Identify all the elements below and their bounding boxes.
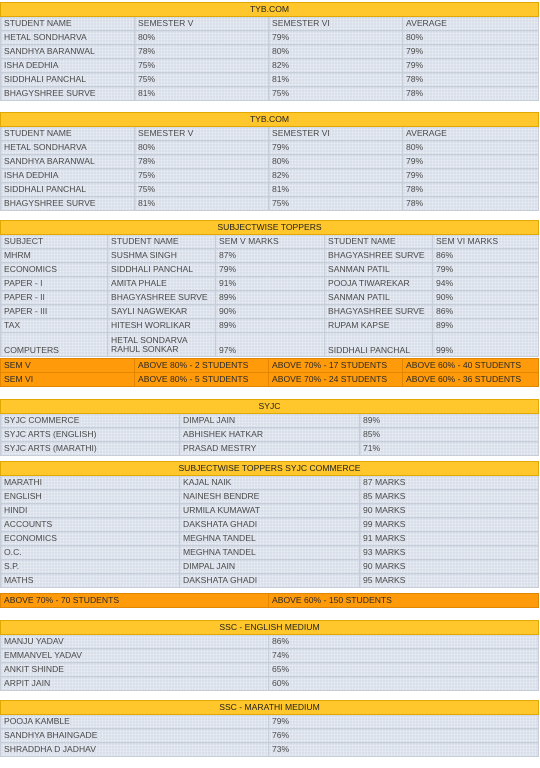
sem6-score: 80% bbox=[269, 155, 403, 169]
sem5-score: 81% bbox=[135, 197, 269, 211]
sem6-score: 75% bbox=[269, 197, 403, 211]
sem6-marks: 89% bbox=[433, 319, 539, 333]
subject: MATHS bbox=[1, 574, 180, 588]
sem6-score: 79% bbox=[269, 31, 403, 45]
summary-above-80: ABOVE 80% - 5 STUDENTS bbox=[135, 373, 269, 387]
table-row bbox=[1, 476, 539, 490]
subject: ACCOUNTS bbox=[1, 518, 180, 532]
table-row bbox=[1, 414, 539, 428]
table-row bbox=[1, 663, 539, 677]
score: 89% bbox=[360, 414, 539, 428]
average-score: 79% bbox=[403, 59, 539, 73]
subjectwise-toppers-table bbox=[0, 220, 539, 357]
student-name: SANDHYA BARANWAL bbox=[1, 155, 135, 169]
sem5-student: HETAL SONDARVA RAHUL SONKAR bbox=[108, 333, 216, 357]
average-score: 79% bbox=[403, 45, 539, 59]
sem5-score: 75% bbox=[135, 73, 269, 87]
student-name: DAKSHATA GHADI bbox=[180, 518, 360, 532]
sem6-student: SANMAN PATIL bbox=[325, 291, 433, 305]
student-name: HETAL SONDHARVA bbox=[1, 31, 135, 45]
student-name: ANKIT SHINDE bbox=[1, 663, 269, 677]
sem6-score: 82% bbox=[269, 59, 403, 73]
student-name: POOJA KAMBLE bbox=[1, 715, 269, 729]
sem6-student: RUPAM KAPSE bbox=[325, 319, 433, 333]
syjc-table bbox=[0, 399, 539, 456]
subject: HINDI bbox=[1, 504, 180, 518]
student-name: DAKSHATA GHADI bbox=[180, 574, 360, 588]
sem5-student: AMITA PHALE bbox=[108, 277, 216, 291]
average-score: 80% bbox=[403, 31, 539, 45]
sem-summary-table bbox=[0, 358, 539, 387]
table-title: SUBJECTWISE TOPPERS SYJC COMMERCE bbox=[1, 462, 539, 476]
table-row bbox=[1, 333, 539, 357]
student-name: SIDDHALI PANCHAL bbox=[1, 183, 135, 197]
table-row bbox=[1, 532, 539, 546]
summary-sem: SEM VI bbox=[1, 373, 135, 387]
sem6-score: 81% bbox=[269, 73, 403, 87]
column-header: STUDENT NAME bbox=[325, 235, 433, 249]
table-title: SYJC bbox=[1, 400, 539, 414]
column-header: AVERAGE bbox=[403, 127, 539, 141]
sem6-marks: 90% bbox=[433, 291, 539, 305]
table-row bbox=[1, 428, 539, 442]
subject: ECONOMICS bbox=[1, 263, 108, 277]
summary-above-80: ABOVE 80% - 2 STUDENTS bbox=[135, 359, 269, 373]
subject: COMPUTERS bbox=[1, 333, 108, 357]
average-score: 79% bbox=[403, 169, 539, 183]
student-name: BHAGYSHREE SURVE bbox=[1, 87, 135, 101]
score: 73% bbox=[269, 743, 539, 757]
column-header: SEM V MARKS bbox=[216, 235, 325, 249]
marks: 99 MARKS bbox=[360, 518, 539, 532]
sem6-marks: 86% bbox=[433, 305, 539, 319]
table-row bbox=[1, 87, 539, 101]
stream: SYJC ARTS (ENGLISH) bbox=[1, 428, 180, 442]
student-name: SHRADDHA D JADHAV bbox=[1, 743, 269, 757]
sem6-score: 80% bbox=[269, 45, 403, 59]
table-row bbox=[1, 504, 539, 518]
sem5-score: 75% bbox=[135, 169, 269, 183]
subject: PAPER - I bbox=[1, 277, 108, 291]
subject: MARATHI bbox=[1, 476, 180, 490]
table-row bbox=[1, 305, 539, 319]
table-row bbox=[1, 197, 539, 211]
ssc-english-table bbox=[0, 620, 539, 691]
table-row bbox=[1, 677, 539, 691]
student-name: DIMPAL JAIN bbox=[180, 560, 360, 574]
summary-sem: SEM V bbox=[1, 359, 135, 373]
table-row bbox=[1, 574, 539, 588]
sem5-score: 78% bbox=[135, 45, 269, 59]
sem5-student: BHAGYASHREE SURVE bbox=[108, 291, 216, 305]
student-name: EMMANVEL YADAV bbox=[1, 649, 269, 663]
marks: 85 MARKS bbox=[360, 490, 539, 504]
student-name: KAJAL NAIK bbox=[180, 476, 360, 490]
student-name: SIDDHALI PANCHAL bbox=[1, 73, 135, 87]
marks: 95 MARKS bbox=[360, 574, 539, 588]
student-name: URMILA KUMAWAT bbox=[180, 504, 360, 518]
score: 85% bbox=[360, 428, 539, 442]
table-row bbox=[1, 291, 539, 305]
table-title: SSC - MARATHI MEDIUM bbox=[1, 701, 539, 715]
summary-row bbox=[1, 373, 539, 387]
table-title: TYB.COM bbox=[1, 113, 539, 127]
column-header: SEM VI MARKS bbox=[433, 235, 539, 249]
summary-above-60: ABOVE 60% - 40 STUDENTS bbox=[403, 359, 539, 373]
table-title: SUBJECTWISE TOPPERS bbox=[1, 221, 539, 235]
sem5-marks: 79% bbox=[216, 263, 325, 277]
sem6-marks: 79% bbox=[433, 263, 539, 277]
student-name: MEGHNA TANDEL bbox=[180, 546, 360, 560]
sem5-student: SAYLI NAGWEKAR bbox=[108, 305, 216, 319]
sem5-score: 75% bbox=[135, 183, 269, 197]
average-score: 78% bbox=[403, 183, 539, 197]
subject: TAX bbox=[1, 319, 108, 333]
score: 86% bbox=[269, 635, 539, 649]
tyb-table-2 bbox=[0, 112, 539, 211]
summary-above-60: ABOVE 60% - 150 STUDENTS bbox=[269, 594, 539, 608]
sem5-student: SUSHMA SINGH bbox=[108, 249, 216, 263]
table-row bbox=[1, 263, 539, 277]
average-score: 78% bbox=[403, 73, 539, 87]
student-name: ARPIT JAIN bbox=[1, 677, 269, 691]
subject: PAPER - III bbox=[1, 305, 108, 319]
column-header: SUBJECT bbox=[1, 235, 108, 249]
sem5-score: 80% bbox=[135, 141, 269, 155]
average-score: 78% bbox=[403, 197, 539, 211]
sem6-score: 75% bbox=[269, 87, 403, 101]
column-header: SEMESTER V bbox=[135, 127, 269, 141]
student-name: HETAL SONDHARVA bbox=[1, 141, 135, 155]
sem5-marks: 89% bbox=[216, 291, 325, 305]
student-name: SANDHYA BHAINGADE bbox=[1, 729, 269, 743]
summary-row bbox=[1, 594, 539, 608]
student-name: ISHA DEDHIA bbox=[1, 59, 135, 73]
score: 71% bbox=[360, 442, 539, 456]
marks: 93 MARKS bbox=[360, 546, 539, 560]
table-title: TYB.COM bbox=[1, 3, 539, 17]
sem6-score: 79% bbox=[269, 141, 403, 155]
sem5-score: 81% bbox=[135, 87, 269, 101]
score: 74% bbox=[269, 649, 539, 663]
table-row bbox=[1, 249, 539, 263]
marks: 90 MARKS bbox=[360, 560, 539, 574]
student-name: DIMPAL JAIN bbox=[180, 414, 360, 428]
table-row bbox=[1, 518, 539, 532]
sem5-marks: 97% bbox=[216, 333, 325, 357]
table-row bbox=[1, 743, 539, 757]
student-name: ABHISHEK HATKAR bbox=[180, 428, 360, 442]
sem6-student: SIDDHALI PANCHAL bbox=[325, 333, 433, 357]
score: 76% bbox=[269, 729, 539, 743]
table-row bbox=[1, 45, 539, 59]
tyb-table-1 bbox=[0, 2, 539, 101]
syjc-commerce-toppers-table bbox=[0, 461, 539, 588]
subject: O.C. bbox=[1, 546, 180, 560]
average-score: 80% bbox=[403, 141, 539, 155]
sem6-student: SANMAN PATIL bbox=[325, 263, 433, 277]
student-name: PRASAD MESTRY bbox=[180, 442, 360, 456]
sem6-student: BHAGYASHREE SURVE bbox=[325, 305, 433, 319]
marks: 90 MARKS bbox=[360, 504, 539, 518]
score: 60% bbox=[269, 677, 539, 691]
student-name: ISHA DEDHIA bbox=[1, 169, 135, 183]
summary-above-70: ABOVE 70% - 24 STUDENTS bbox=[269, 373, 403, 387]
table-row bbox=[1, 73, 539, 87]
sem5-marks: 90% bbox=[216, 305, 325, 319]
table-row bbox=[1, 560, 539, 574]
sem6-student: POOJA TIWAREKAR bbox=[325, 277, 433, 291]
column-header: AVERAGE bbox=[403, 17, 539, 31]
subject: MHRM bbox=[1, 249, 108, 263]
sem5-marks: 91% bbox=[216, 277, 325, 291]
sem5-student: HITESH WORLIKAR bbox=[108, 319, 216, 333]
subject: S.P. bbox=[1, 560, 180, 574]
sem6-score: 82% bbox=[269, 169, 403, 183]
table-row bbox=[1, 649, 539, 663]
student-name: BHAGYSHREE SURVE bbox=[1, 197, 135, 211]
sem5-score: 80% bbox=[135, 31, 269, 45]
score: 79% bbox=[269, 715, 539, 729]
stream: SYJC ARTS (MARATHI) bbox=[1, 442, 180, 456]
table-row bbox=[1, 59, 539, 73]
student-name: SANDHYA BARANWAL bbox=[1, 45, 135, 59]
table-row bbox=[1, 546, 539, 560]
summary-row bbox=[1, 359, 539, 373]
summary-above-60: ABOVE 60% - 36 STUDENTS bbox=[403, 373, 539, 387]
sem5-marks: 89% bbox=[216, 319, 325, 333]
column-header: STUDENT NAME bbox=[108, 235, 216, 249]
table-row bbox=[1, 319, 539, 333]
subject: PAPER - II bbox=[1, 291, 108, 305]
table-row bbox=[1, 715, 539, 729]
ssc-marathi-table bbox=[0, 700, 539, 757]
table-row bbox=[1, 635, 539, 649]
summary-above-70: ABOVE 70% - 70 STUDENTS bbox=[1, 594, 269, 608]
average-score: 79% bbox=[403, 155, 539, 169]
stream: SYJC COMMERCE bbox=[1, 414, 180, 428]
marks: 87 MARKS bbox=[360, 476, 539, 490]
sem6-marks: 99% bbox=[433, 333, 539, 357]
table-row bbox=[1, 155, 539, 169]
sem5-score: 75% bbox=[135, 59, 269, 73]
syjc-summary-table bbox=[0, 593, 539, 608]
sem6-student: BHAGYASHREE SURVE bbox=[325, 249, 433, 263]
sem5-student: SIDDHALI PANCHAL bbox=[108, 263, 216, 277]
sem6-score: 81% bbox=[269, 183, 403, 197]
score: 65% bbox=[269, 663, 539, 677]
subject: ENGLISH bbox=[1, 490, 180, 504]
table-row bbox=[1, 141, 539, 155]
sem6-marks: 94% bbox=[433, 277, 539, 291]
marks: 91 MARKS bbox=[360, 532, 539, 546]
subject: ECONOMICS bbox=[1, 532, 180, 546]
table-title: SSC - ENGLISH MEDIUM bbox=[1, 621, 539, 635]
column-header: SEMESTER VI bbox=[269, 127, 403, 141]
sem6-marks: 86% bbox=[433, 249, 539, 263]
table-row bbox=[1, 31, 539, 45]
table-row bbox=[1, 183, 539, 197]
summary-above-70: ABOVE 70% - 17 STUDENTS bbox=[269, 359, 403, 373]
student-name: MEGHNA TANDEL bbox=[180, 532, 360, 546]
table-row bbox=[1, 169, 539, 183]
student-name: NAINESH BENDRE bbox=[180, 490, 360, 504]
sem5-marks: 87% bbox=[216, 249, 325, 263]
column-header: SEMESTER V bbox=[135, 17, 269, 31]
table-row bbox=[1, 442, 539, 456]
table-row bbox=[1, 277, 539, 291]
table-row bbox=[1, 729, 539, 743]
column-header: STUDENT NAME bbox=[1, 17, 135, 31]
average-score: 78% bbox=[403, 87, 539, 101]
column-header: STUDENT NAME bbox=[1, 127, 135, 141]
table-row bbox=[1, 490, 539, 504]
student-name: MANJU YADAV bbox=[1, 635, 269, 649]
column-header: SEMESTER VI bbox=[269, 17, 403, 31]
sem5-score: 78% bbox=[135, 155, 269, 169]
